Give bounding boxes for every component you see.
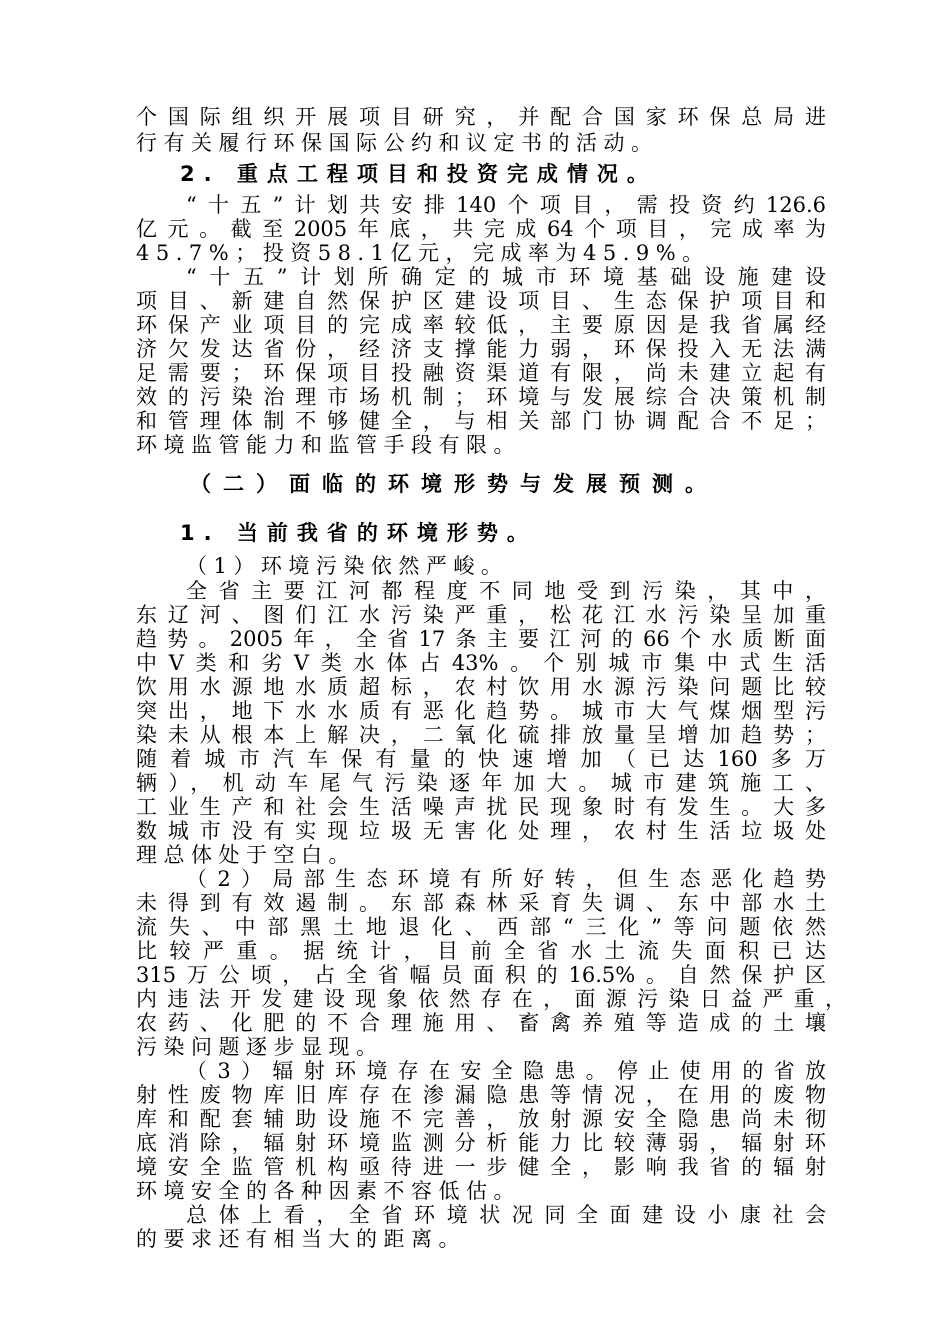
text-line: 数城市没有实现垃圾无害化处理，农村生活垃圾处 xyxy=(136,819,826,843)
text-line: “十五”计划共安排140个项目，需投资约126.6 xyxy=(186,193,826,217)
text-line: 工业生产和社会生活噪声扰民现象时有发生。大多 xyxy=(136,795,826,819)
subsection-heading: 1. 当前我省的环境形势。 xyxy=(180,521,537,545)
text-line: 项目、新建自然保护区建设项目、生态保护项目和 xyxy=(136,289,826,313)
text-line: 染未从根本上解决，二氧化硫排放量呈增加趋势； xyxy=(136,723,826,747)
text-line: （3）辐射环境存在安全隐患。停止使用的省放 xyxy=(186,1059,826,1083)
text-line: 总体上看，全省环境状况同全面建设小康社会 xyxy=(186,1203,826,1227)
text-line: “十五”计划所确定的城市环境基础设施建设 xyxy=(186,265,826,289)
text-line: 45.7%；投资58.1亿元，完成率为45.9%。 xyxy=(136,241,710,265)
text-line: （2）局部生态环境有所好转，但生态恶化趋势 xyxy=(186,867,826,891)
text-line: 未得到有效遏制。东部森林采育失调、东中部水土 xyxy=(136,891,826,915)
text-line: 库和配套辅助设施不完善，放射源安全隐患尚未彻 xyxy=(136,1107,826,1131)
text-line: 底消除，辐射环境监测分析能力比较薄弱，辐射环 xyxy=(136,1131,826,1155)
text-line: 行有关履行环保国际公约和议定书的活动。 xyxy=(136,131,659,155)
text-line: 环保产业项目的完成率较低，主要原因是我省属经 xyxy=(136,313,826,337)
text-line: 随着城市汽车保有量的快速增加（已达160多万 xyxy=(136,747,826,771)
text-line: 环境安全的各种因素不容低估。 xyxy=(136,1179,521,1203)
text-line: 饮用水源地水质超标，农村饮用水源污染问题比较 xyxy=(136,675,826,699)
text-line: 污染问题逐步显现。 xyxy=(136,1035,384,1059)
text-line: 中Ⅴ类和劣Ⅴ类水体占43%。个别城市集中式生活 xyxy=(136,651,826,675)
text-line: 境安全监管机构亟待进一步健全，影响我省的辐射 xyxy=(136,1155,826,1179)
text-line: 突出，地下水水质有恶化趋势。城市大气煤烟型污 xyxy=(136,699,826,723)
text-line: 和管理体制不够健全，与相关部门协调配合不足； xyxy=(136,409,826,433)
text-line: 315万公顷，占全省幅员面积的16.5%。自然保护区 xyxy=(136,963,826,987)
text-line: 效的污染治理市场机制；环境与发展综合决策机制 xyxy=(136,385,826,409)
text-line: 辆），机动车尾气污染逐年加大。城市建筑施工、 xyxy=(136,771,826,795)
item-title: （1）环境污染依然严峻。 xyxy=(186,554,509,578)
section-heading: （二）面临的环境形势与发展预测。 xyxy=(190,472,718,496)
subsection-heading: 2. 重点工程项目和投资完成情况。 xyxy=(180,162,657,186)
text-line: 射性废物库旧库存在渗漏隐患等情况，在用的废物 xyxy=(136,1083,826,1107)
text-line: 比较严重。据统计，目前全省水土流失面积已达 xyxy=(136,939,826,963)
text-line: 济欠发达省份，经济支撑能力弱，环保投入无法满 xyxy=(136,337,826,361)
text-line: 亿元。截至2005年底，共完成64个项目，完成率为 xyxy=(136,217,826,241)
text-line: 农药、化肥的不合理施用、畜禽养殖等造成的土壤 xyxy=(136,1011,826,1035)
text-line: 足需要；环保项目投融资渠道有限，尚未建立起有 xyxy=(136,361,826,385)
text-line: 的要求还有相当大的距离。 xyxy=(136,1227,466,1251)
text-line: 全省主要江河都程度不同地受到污染，其中， xyxy=(186,579,826,603)
text-line: 内违法开发建设现象依然存在，面源污染日益严重， xyxy=(136,987,846,1011)
text-line: 理总体处于空白。 xyxy=(136,843,356,867)
text-line: 个国际组织开展项目研究，并配合国家环保总局进 xyxy=(136,105,826,129)
text-line: 环境监管能力和监管手段有限。 xyxy=(136,433,521,457)
text-line: 趋势。2005年，全省17条主要江河的66个水质断面 xyxy=(136,627,826,651)
text-line: 流失、中部黑土地退化、西部“三化”等问题依然 xyxy=(136,915,826,939)
text-line: 东辽河、图们江水污染严重，松花江水污染呈加重 xyxy=(136,603,826,627)
